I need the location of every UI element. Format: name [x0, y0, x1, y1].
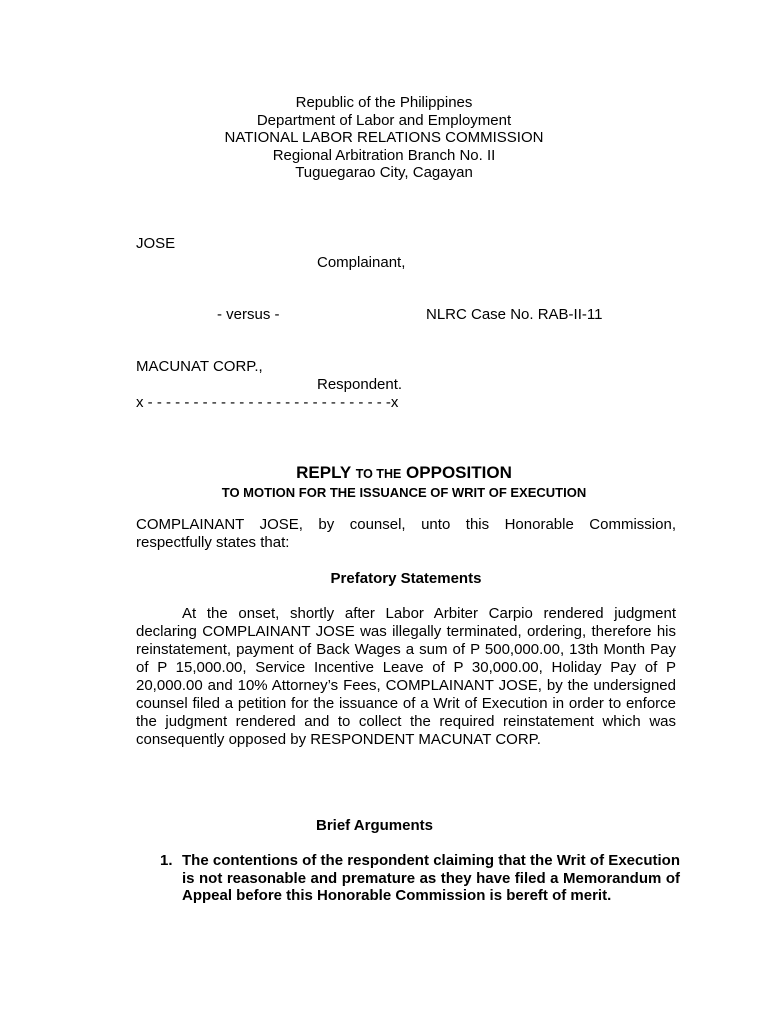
- document-header: [0, 94, 768, 182]
- respondent-label: Respondent.: [317, 376, 403, 393]
- header-line-branch: Regional Arbitration Branch No. II: [272, 146, 496, 164]
- complainant-name: JOSE: [136, 235, 176, 252]
- arguments-list: [160, 852, 680, 905]
- prefatory-heading: Prefatory Statements: [330, 570, 482, 587]
- list-item-text: The contentions of the respondent claiming that the Writ of Execution is not reasonable and premature as they have filed a Memorandum of Appeal before this Honorable Commission is bereft of merit.: [182, 852, 680, 904]
- title-to-the: TO THE: [355, 467, 402, 481]
- document-title: [0, 462, 768, 501]
- list-item-number: 1.: [160, 852, 173, 869]
- title-opposition: OPPOSITION: [406, 463, 512, 482]
- arguments-heading: Brief Arguments: [316, 817, 433, 834]
- list-item: [160, 852, 680, 905]
- title-reply: REPLY: [296, 463, 351, 482]
- header-line-department: Department of Labor and Employment: [256, 111, 512, 129]
- header-line-commission: NATIONAL LABOR RELATIONS COMMISSION: [224, 129, 544, 147]
- prefatory-paragraph: At the onset, shortly after Labor Arbiter Carpio rendered judgment declaring COMPLAINANT JOSE was illegally terminated, ordering, therefore his reinstatement, payment of Back Wages a sum of P 500,000.00, 13th Month Pay of P 15,000.00, Service Incentive Leave of P 30,000.00, Holiday Pay of P 20,000.00 and 10% Attorney’s Fees, COMPLAINANT JOSE, by the undersigned counsel filed a petition for the issuance of a Writ of Execution in order to enforce the judgment rendered and to collect the required reinstatement which was consequently opposed by RESPONDENT MACUNAT CORP.: [136, 605, 676, 748]
- header-line-republic: Republic of the Philippines: [295, 94, 473, 111]
- versus-label: - versus -: [217, 306, 280, 323]
- title-main-line: [0, 462, 768, 485]
- header-line-city: Tuguegarao City, Cagayan: [295, 164, 473, 182]
- caption-separator: x - - - - - - - - - - - - - - - - - - - - - - - - - - -x: [136, 394, 399, 411]
- title-subtitle: TO MOTION FOR THE ISSUANCE OF WRIT OF EXECUTION: [221, 485, 587, 500]
- complainant-label: Complainant,: [317, 254, 406, 271]
- intro-paragraph: COMPLAINANT JOSE, by counsel, unto this Honorable Commission, respectfully states that:: [136, 516, 676, 551]
- case-number: NLRC Case No. RAB-II-11: [426, 306, 603, 323]
- respondent-name: MACUNAT CORP.,: [136, 358, 263, 375]
